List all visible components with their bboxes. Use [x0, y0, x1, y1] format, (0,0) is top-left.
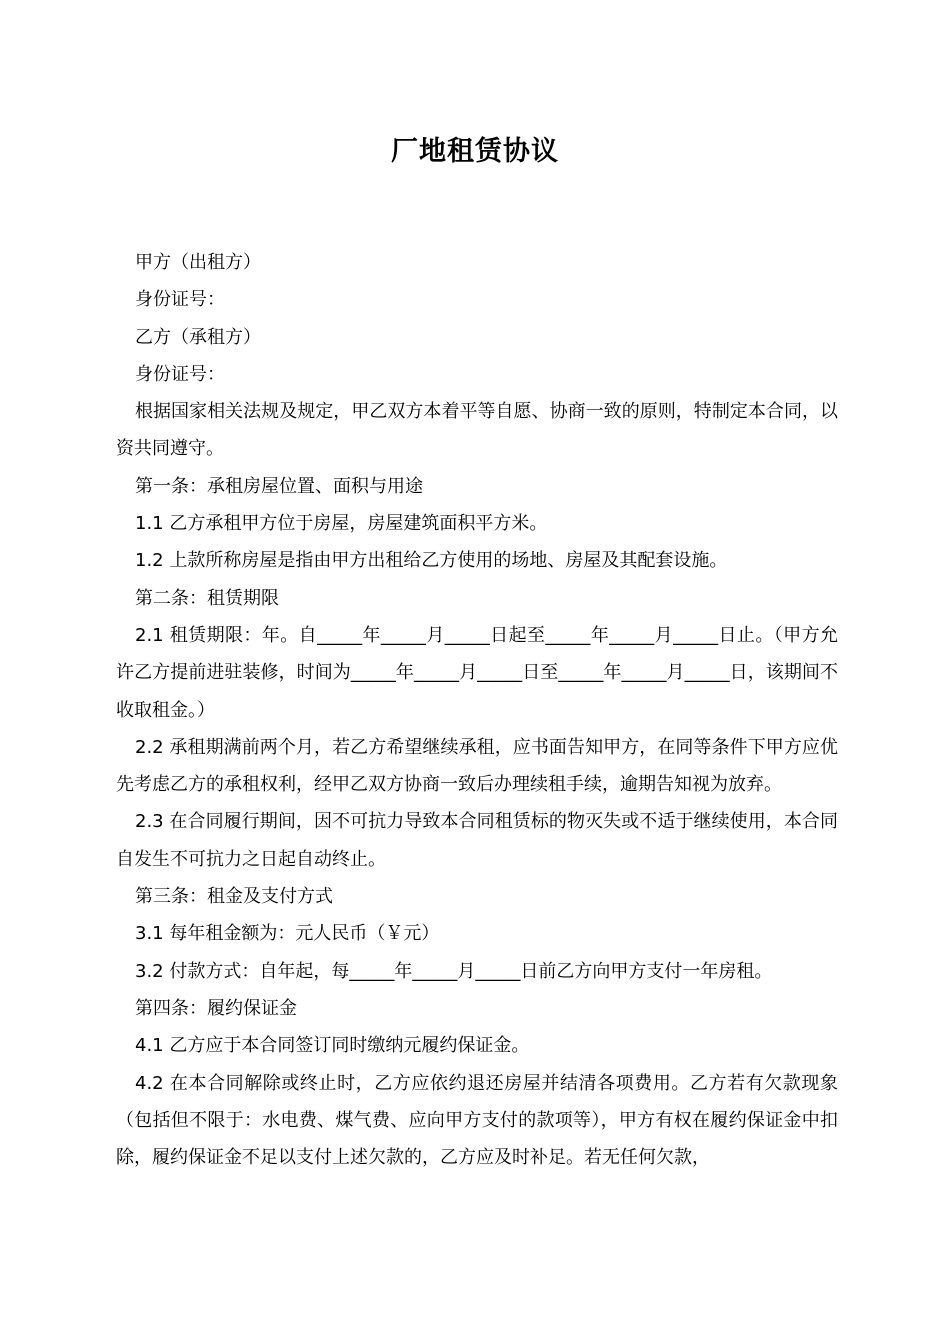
clause-1-2: 1.2 上款所称房屋是指由甲方出租给乙方使用的场地、房屋及其配套设施。: [135, 550, 728, 572]
document-body: [116, 244, 838, 1176]
clause-4-2: 4.2 在本合同解除或终止时，乙方应依约退还房屋并结清各项费用。乙方若有欠款现象（包括但不限于：水电费、煤气费、应向甲方支付的款项等），甲方有权在履约保证金中扣除，履约保证金不足以支付上述欠款的，乙方应及时补足。若无任何欠款，: [116, 1072, 838, 1169]
party-b-id-label: 身份证号：: [135, 363, 225, 385]
party-b-label: 乙方（承租方）: [135, 326, 261, 348]
clause-1-1: 1.1 乙方承租甲方位于房屋，房屋建筑面积平方米。: [135, 513, 548, 535]
document-title: 厂地租赁协议: [391, 136, 559, 167]
clause-2-1: 2.1 租赁期限：年。自_____年_____月_____日起至_____年_____月_____日止。（甲方允许乙方提前进驻装修，时间为_____年_____月_____日至_____年_____月_____日，该期间不收取租金。）: [116, 624, 838, 721]
clause-4-1: 4.1 乙方应于本合同签订同时缴纳元履约保证金。: [135, 1035, 530, 1057]
clause-3-2: 3.2 付款方式：自年起，每_____年_____月_____日前乙方向甲方支付一年房租。: [135, 960, 773, 982]
article-3-heading: 第三条：租金及支付方式: [135, 886, 333, 908]
preamble-paragraph: 根据国家相关法规及规定，甲乙双方本着平等自愿、协商一致的原则，特制定本合同，以资共同遵守。: [116, 401, 838, 460]
article-4-heading: 第四条：履约保证金: [135, 997, 297, 1019]
party-a-id-label: 身份证号：: [135, 289, 225, 311]
party-a-label: 甲方（出租方）: [135, 252, 261, 273]
clause-2-2: 2.2 承租期满前两个月，若乙方希望继续承租，应书面告知甲方，在同等条件下甲方应优先考虑乙方的承租权利，经甲乙双方协商一致后办理续租手续，逾期告知视为放弃。: [116, 736, 838, 796]
article-1-heading: 第一条：承租房屋位置、面积与用途: [135, 475, 423, 497]
clause-3-1: 3.1 每年租金额为：元人民币（￥元）: [135, 923, 440, 945]
clause-2-3: 2.3 在合同履行期间，因不可抗力导致本合同租赁标的物灭失或不适于继续使用，本合同自发生不可抗力之日起自动终止。: [116, 811, 838, 870]
article-2-heading: 第二条：租赁期限: [135, 587, 279, 609]
